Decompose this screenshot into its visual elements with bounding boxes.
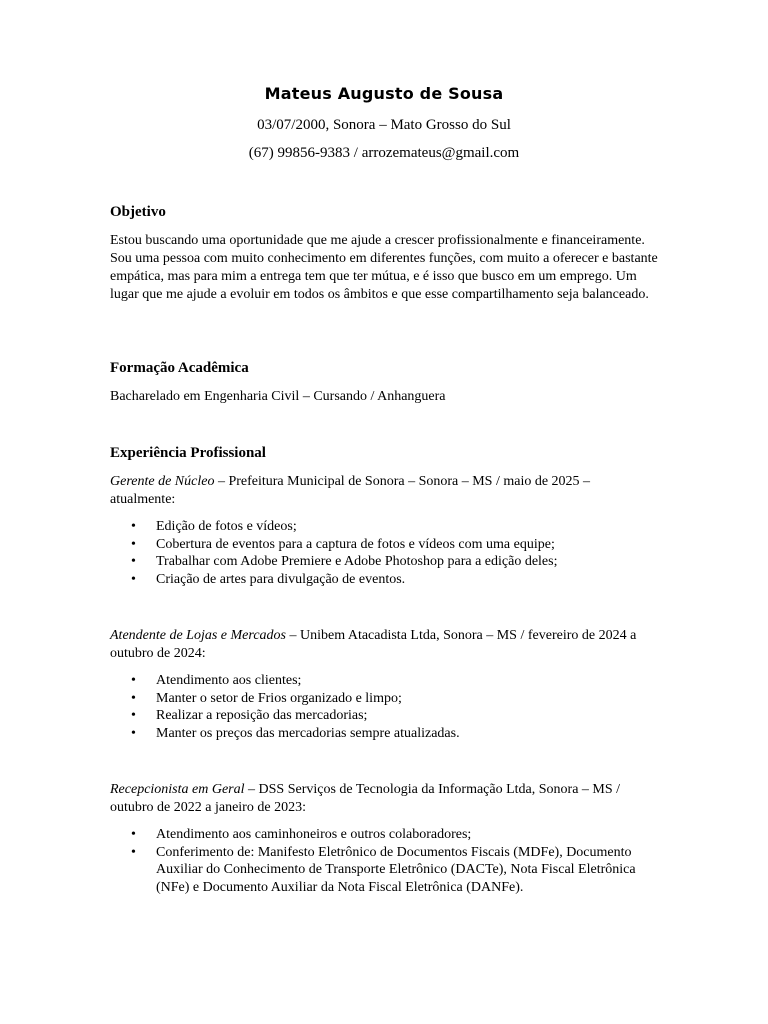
education-text: Bacharelado em Engenharia Civil – Cursando / Anhanguera [110, 389, 446, 404]
list-item [110, 826, 658, 844]
list-item [110, 518, 658, 536]
job-task-list [110, 518, 658, 589]
bullet-icon: • [131, 519, 136, 534]
list-item [110, 690, 658, 708]
objective-heading: Objetivo [110, 204, 166, 220]
job-details: – Prefeitura Municipal de Sonora – Sonora – MS / maio de 2025 – atualmente: [110, 474, 591, 507]
task-text: Trabalhar com Adobe Premiere e Adobe Photoshop para a edição deles; [156, 554, 558, 570]
job-details: – DSS Serviços de Tecnologia da Informação Ltda, Sonora – MS / outubro de 2022 a janeiro de 2023: [110, 782, 621, 815]
bullet-icon: • [131, 844, 136, 860]
bullet-icon: • [131, 708, 136, 724]
bullet-icon: • [131, 690, 136, 706]
job-title: Atendente de Lojas e Mercados [110, 628, 286, 643]
task-text: Atendimento aos clientes; [156, 673, 302, 688]
job-title: Recepcionista em Geral [110, 782, 245, 797]
experience-heading: Experiência Profissional [110, 445, 266, 461]
task-text: Realizar a reposição das mercadorias; [156, 708, 368, 724]
list-item [110, 553, 658, 571]
contact-info: (67) 99856-9383 / arrozemateus@gmail.com [248, 145, 520, 161]
task-text: Manter o setor de Frios organizado e limpo; [156, 690, 402, 706]
job-entry [110, 781, 658, 817]
candidate-name: Mateus Augusto de Sousa [264, 84, 504, 103]
task-text: Manter os preços das mercadorias sempre atualizadas. [156, 726, 460, 742]
job-entry [110, 473, 658, 509]
list-item [110, 707, 658, 725]
task-text: Atendimento aos caminhoneiros e outros colaboradores; [156, 827, 472, 842]
task-text: Edição de fotos e vídeos; [156, 519, 297, 534]
bullet-icon: • [131, 536, 136, 552]
job-task-list [110, 826, 658, 897]
list-item [110, 672, 658, 690]
bullet-icon: • [131, 673, 136, 688]
education-heading: Formação Acadêmica [110, 360, 249, 376]
bullet-icon: • [131, 827, 136, 842]
list-item [110, 725, 658, 743]
task-text: Criação de artes para divulgação de eventos. [156, 572, 406, 588]
job-task-list [110, 672, 658, 743]
job-details: – Unibem Atacadista Ltda, Sonora – MS / fevereiro de 2024 a outubro de 2024: [110, 628, 637, 661]
bullet-icon: • [131, 726, 136, 742]
bullet-icon: • [131, 554, 136, 570]
list-item [110, 571, 658, 589]
objective-text: Estou buscando uma oportunidade que me ajude a crescer profissionalmente e financeiramente. Sou uma pessoa com muito conhecimento em diferentes funções, com muito a oferecer e bastante empática, mas para mim a entrega tem que ter mútua, e é isso que busco em um emprego. Um lugar que me ajude a evoluir em todos os âmbitos e que esse compartilhamento seja balanceado. [110, 233, 658, 302]
bullet-icon: • [131, 572, 136, 588]
task-text: Cobertura de eventos para a captura de fotos e vídeos com uma equipe; [156, 536, 555, 552]
list-item [110, 844, 658, 897]
job-entry [110, 627, 658, 663]
job-title: Gerente de Núcleo [110, 474, 215, 489]
task-text: Conferimento de: Manifesto Eletrônico de Documentos Fiscais (MDFe), Documento Auxiliar do Conhecimento de Transporte Eletrônico (DACTe), Nota Fiscal Eletrônica (NFe) e Documento Auxiliar da Nota Fiscal Eletrônica (DANFe). [156, 844, 636, 896]
list-item [110, 536, 658, 554]
birth-location: 03/07/2000, Sonora – Mato Grosso do Sul [257, 117, 511, 133]
